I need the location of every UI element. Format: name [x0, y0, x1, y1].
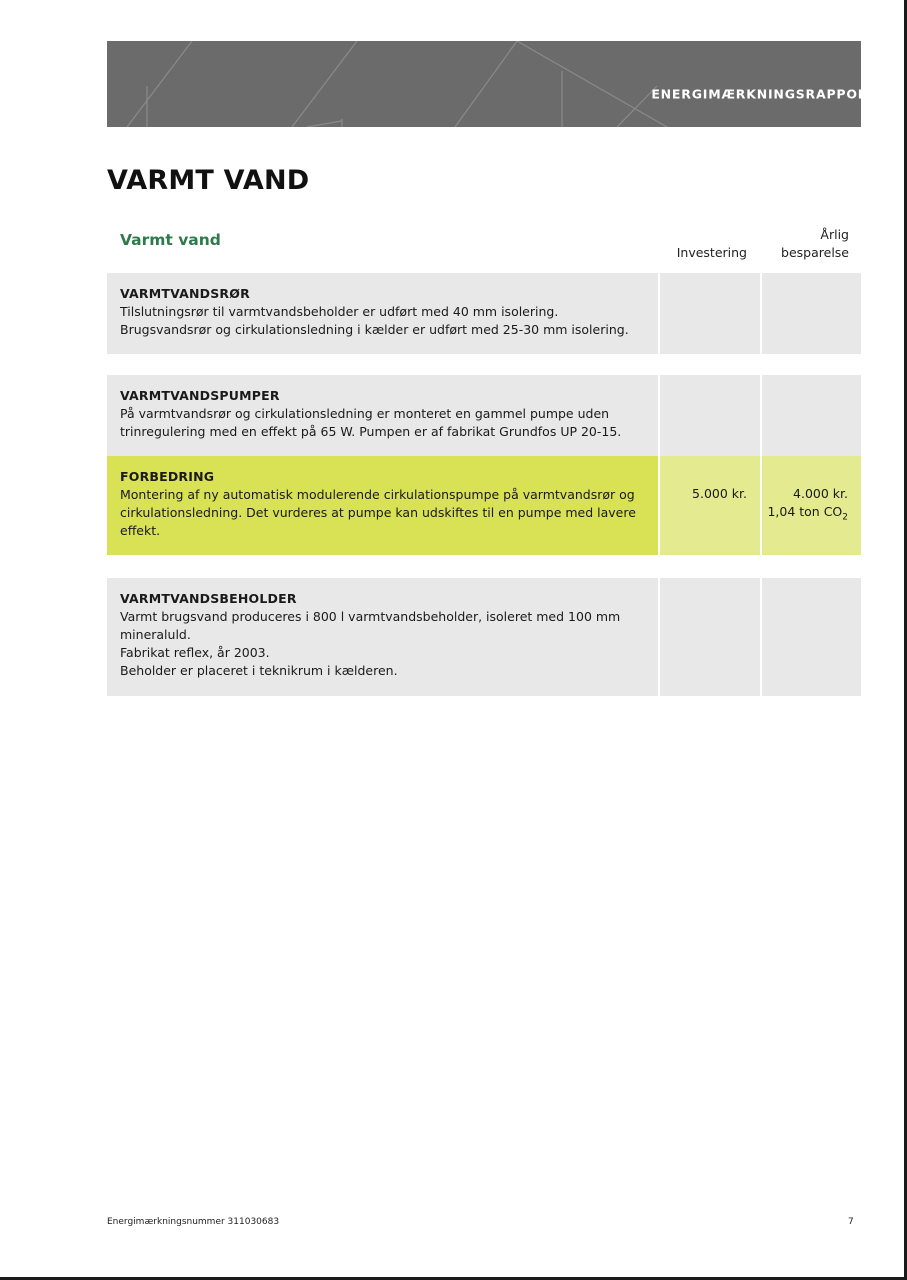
- row-title: VARMTVANDSBEHOLDER: [120, 591, 297, 606]
- investment-value: 5.000 kr.: [692, 486, 747, 501]
- row-line: På varmtvandsrør og cirkulationsledning er monteret en gammel pumpe uden: [120, 406, 610, 421]
- section-title: Varmt vand: [120, 231, 221, 249]
- row-description: [120, 468, 650, 540]
- investment-cell: [660, 456, 760, 555]
- table-row: [107, 578, 861, 696]
- energy-label-number: Energimærkningsnummer 311030683: [107, 1217, 280, 1227]
- savings-value: 4.000 kr.: [793, 486, 848, 501]
- column-header-savings-line1: Årlig: [820, 227, 849, 242]
- row-line: Varmt brugsvand produceres i 800 l varmtvandsbeholder, isoleret med 100 mm: [120, 609, 621, 624]
- row-line: Montering af ny automatisk modulerende cirkulationspumpe på varmtvandsrør og: [120, 487, 635, 502]
- column-header-annual-savings: [760, 226, 849, 262]
- row-line: cirkulationsledning. Det vurderes at pumpe kan udskiftes til en pumpe med lavere: [120, 505, 636, 520]
- table-row: [107, 375, 861, 456]
- row-line: effekt.: [120, 523, 161, 538]
- row-line: Fabrikat reflex, år 2003.: [120, 645, 270, 660]
- row-title: FORBEDRING: [120, 469, 215, 484]
- improvement-row: [107, 456, 861, 555]
- co2-subscript: 2: [842, 512, 848, 523]
- page-heading: VARMT VAND: [107, 165, 310, 196]
- row-description: [120, 285, 650, 339]
- row-description: [120, 387, 650, 441]
- row-line: Tilslutningsrør til varmtvandsbeholder er udført med 40 mm isolering.: [120, 304, 559, 319]
- column-header-savings-line2: besparelse: [781, 245, 849, 260]
- banner-decoration: [107, 41, 861, 127]
- table-row: [107, 273, 861, 354]
- row-line: Beholder er placeret i teknikrum i kælderen.: [120, 663, 398, 678]
- header-banner: [107, 41, 861, 127]
- row-line: Brugsvandsrør og cirkulationsledning i kælder er udført med 25-30 mm isolering.: [120, 322, 629, 337]
- row-title: VARMTVANDSRØR: [120, 286, 250, 301]
- savings-cell: [762, 456, 861, 555]
- row-title: VARMTVANDSPUMPER: [120, 388, 280, 403]
- row-line: mineraluld.: [120, 627, 191, 642]
- co2-value-prefix: 1,04 ton CO: [767, 504, 843, 519]
- co2-savings-value: [767, 503, 848, 527]
- row-description: [120, 590, 650, 680]
- column-header-investment: Investering: [676, 245, 747, 260]
- row-line: trinregulering med en effekt på 65 W. Pumpen er af fabrikat Grundfos UP 20-15.: [120, 424, 622, 439]
- report-banner-title: ENERGIMÆRKNINGSRAPPORT: [651, 86, 877, 102]
- page-number: 7: [848, 1217, 854, 1227]
